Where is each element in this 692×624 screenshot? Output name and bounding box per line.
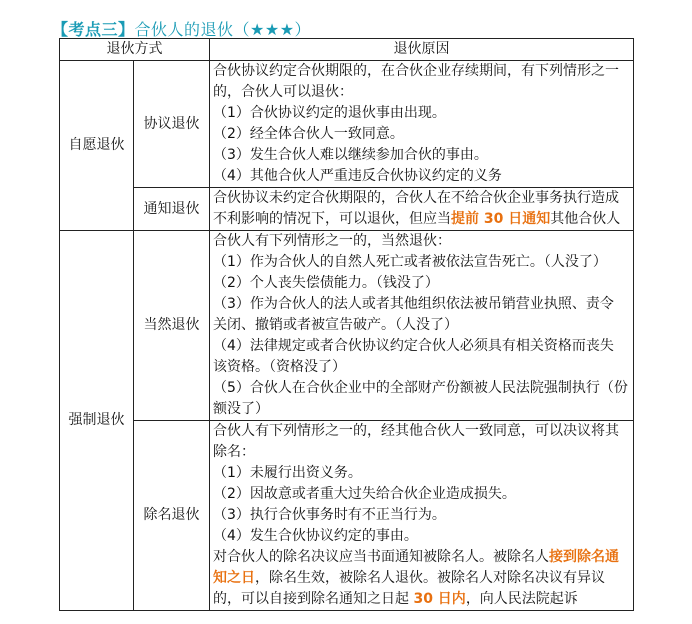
text-line: 合伙协议未约定合伙期限的，合伙人在不给合伙企业事务执行造成	[213, 190, 619, 206]
group-voluntary: 自愿退伙	[60, 61, 134, 231]
header-reason: 退伙原因	[210, 39, 634, 61]
text-line: （5）合伙人在合伙企业中的全部财产份额被人民法院强制执行（份	[213, 380, 628, 396]
text-line: （2）因故意或者重大过失给合伙企业造成损失。	[213, 486, 516, 502]
subtype-expulsion: 除名退伙	[134, 421, 210, 611]
text-part: ，除名生效，被除名人退伙。被除名人对除名决议有异议的，	[213, 570, 605, 607]
text-line: 额没了）	[213, 401, 269, 417]
table-header-row	[60, 39, 634, 61]
text-line: 合伙协议约定合伙期限的，在合伙企业存续期间，有下列情形之一	[213, 63, 619, 79]
text-line: （2）经全体合伙人一致同意。	[213, 126, 404, 142]
text-line: （4）发生合伙协议约定的事由。	[213, 528, 418, 544]
reason-automatic	[210, 231, 634, 421]
text-part: 其他合伙人	[550, 211, 621, 227]
text-line: 关闭、撤销或者被宣告破产。（人没了）	[213, 317, 458, 333]
text-line: （4）其他合伙人严重违反合伙协议约定的义务	[213, 168, 502, 184]
text-part: 可以自接到除名通知之日起	[241, 591, 414, 607]
text-part: 对合伙人的除名决议应当书面通知被除名人。被除名人	[213, 549, 549, 565]
withdrawal-table	[59, 38, 634, 611]
reason-notice	[210, 188, 634, 231]
text-part: 不利影响的情况下，可以退伙，但应当	[213, 211, 451, 227]
text-line: （4）法律规定或者合伙协议约定合伙人必须具有相关资格而丧失	[213, 338, 614, 354]
section-title	[52, 17, 311, 40]
text-line: （3）作为合伙人的法人或者其他组织依法被吊销营业执照、责令	[213, 296, 614, 312]
table-row	[60, 188, 634, 231]
text-line: （2）个人丧失偿债能力。（钱没了）	[213, 275, 439, 291]
table-row	[60, 421, 634, 611]
text-line: （1）合伙协议约定的退伙事由出现。	[213, 105, 446, 121]
text-line: 合伙人有下列情形之一的，经其他合伙人一致同意，可以决议将其	[213, 423, 619, 439]
table-row	[60, 231, 634, 421]
subtype-notice: 通知退伙	[134, 188, 210, 231]
text-line: 合伙人有下列情形之一的，当然退伙：	[213, 233, 451, 249]
text-line: （3）执行合伙事务时有不正当行为。	[213, 507, 446, 523]
text-line: （3）发生合伙人难以继续参加合伙的事由。	[213, 147, 488, 163]
text-line	[213, 209, 630, 230]
text-line: 除名：	[213, 444, 255, 460]
subtype-automatic: 当然退伙	[134, 231, 210, 421]
title-prefix: 【考点三】	[52, 20, 135, 39]
highlight-text: 提前 30 日通知	[451, 211, 551, 227]
text-line: 的，合伙人可以退伙：	[213, 84, 353, 100]
text-line: （1）未履行出资义务。	[213, 465, 362, 481]
title-text: 合伙人的退伙（★★★）	[134, 20, 312, 39]
highlight-text: 知之日	[213, 570, 255, 586]
text-line	[213, 547, 630, 610]
text-line: （1）作为合伙人的自然人死亡或者被依法宣告死亡。（人没了）	[213, 254, 607, 270]
reason-expulsion	[210, 421, 634, 611]
highlight-text: 30 日内	[413, 591, 466, 607]
subtype-agreement: 协议退伙	[134, 61, 210, 188]
text-line: 该资格。（资格没了）	[213, 359, 346, 375]
highlight-text: 接到除名通	[549, 549, 619, 565]
reason-agreement	[210, 61, 634, 188]
table-row	[60, 61, 634, 188]
header-method: 退伙方式	[60, 39, 210, 61]
text-part: ，向人民法院起诉	[465, 591, 578, 607]
group-mandatory: 强制退伙	[60, 231, 134, 611]
